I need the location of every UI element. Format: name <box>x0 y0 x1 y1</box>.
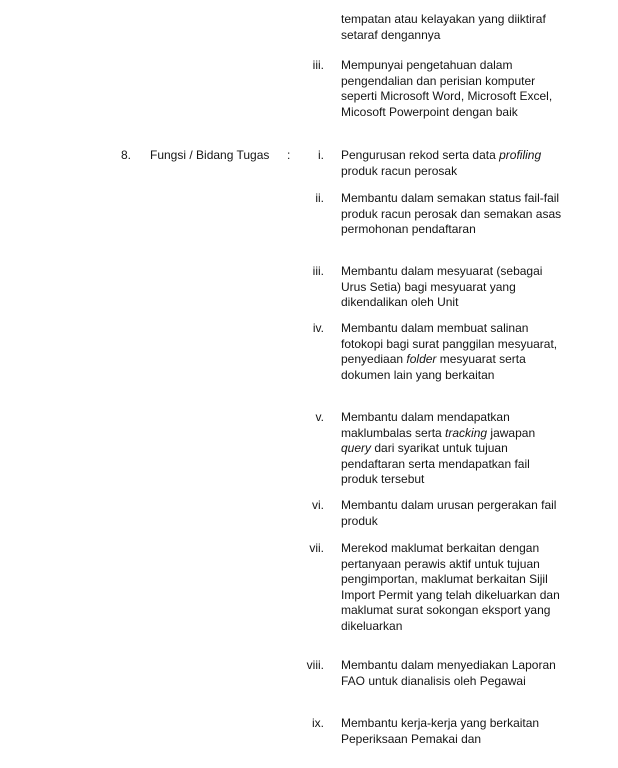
italic-term: profiling <box>499 148 542 162</box>
item-number: ix. <box>312 716 324 730</box>
italic-term: folder <box>406 352 437 366</box>
item-text: Membantu dalam menyediakan Laporan FAO untuk dianalisis oleh Pegawai <box>341 658 556 688</box>
italic-term: query <box>341 441 372 455</box>
item-text: Membantu dalam mesyuarat (sebagai Urus Setia) bagi mesyuarat yang dikendalikan oleh Unit <box>341 264 543 309</box>
item-text: Merekod maklumat berkaitan dengan pertanyaan perawis aktif untuk tujuan pengimportan, maklumat berkaitan Sijil Import Permit yang telah dikeluarkan dan maklumat surat sokongan eksport yang dikeluarkan <box>341 541 560 633</box>
item-number: iii. <box>312 264 324 278</box>
item-text: Membantu dalam membuat salinan fotokopi bagi surat panggilan mesyuarat, penyediaan folder mesyuarat serta dokumen lain yang berkaitan <box>341 321 558 382</box>
item-number: viii. <box>306 658 324 672</box>
item-number: vi. <box>312 498 324 512</box>
item-number: v. <box>315 410 324 424</box>
item-number: vii. <box>309 541 324 555</box>
item-number: iii. <box>312 58 324 72</box>
section-label: Fungsi / Bidang Tugas <box>150 148 270 162</box>
item-number: i. <box>318 148 324 162</box>
item-text: Pengurusan rekod serta data profiling produk racun perosak <box>341 148 542 178</box>
item-text: Mempunyai pengetahuan dalam pengendalian dan perisian komputer seperti Microsoft Word, Microsoft Excel, Micosoft Powerpoint dengan baik <box>341 58 553 119</box>
italic-term: tracking <box>445 425 488 440</box>
item-text: Membantu dalam semakan status fail-fail produk racun perosak dan semakan asas permohonan pendaftaran <box>341 191 562 236</box>
item-text: Membantu dalam mendapatkan maklumbalas serta tracking jawapan query dari syarikat untuk tujuan pendaftaran serta mendapatkan fail produk tersebut <box>341 410 536 486</box>
item-text: Membantu kerja-kerja yang berkaitan Peperiksaan Pemakai dan <box>341 716 540 746</box>
section-number: 8. <box>121 148 132 162</box>
item-number: ii. <box>315 191 324 205</box>
section-colon: : <box>287 148 291 162</box>
item-number: iv. <box>312 321 324 335</box>
continuation-text: tempatan atau kelayakan yang diiktiraf setaraf dengannya <box>341 12 546 42</box>
item-text: Membantu dalam urusan pergerakan fail produk <box>341 498 557 528</box>
